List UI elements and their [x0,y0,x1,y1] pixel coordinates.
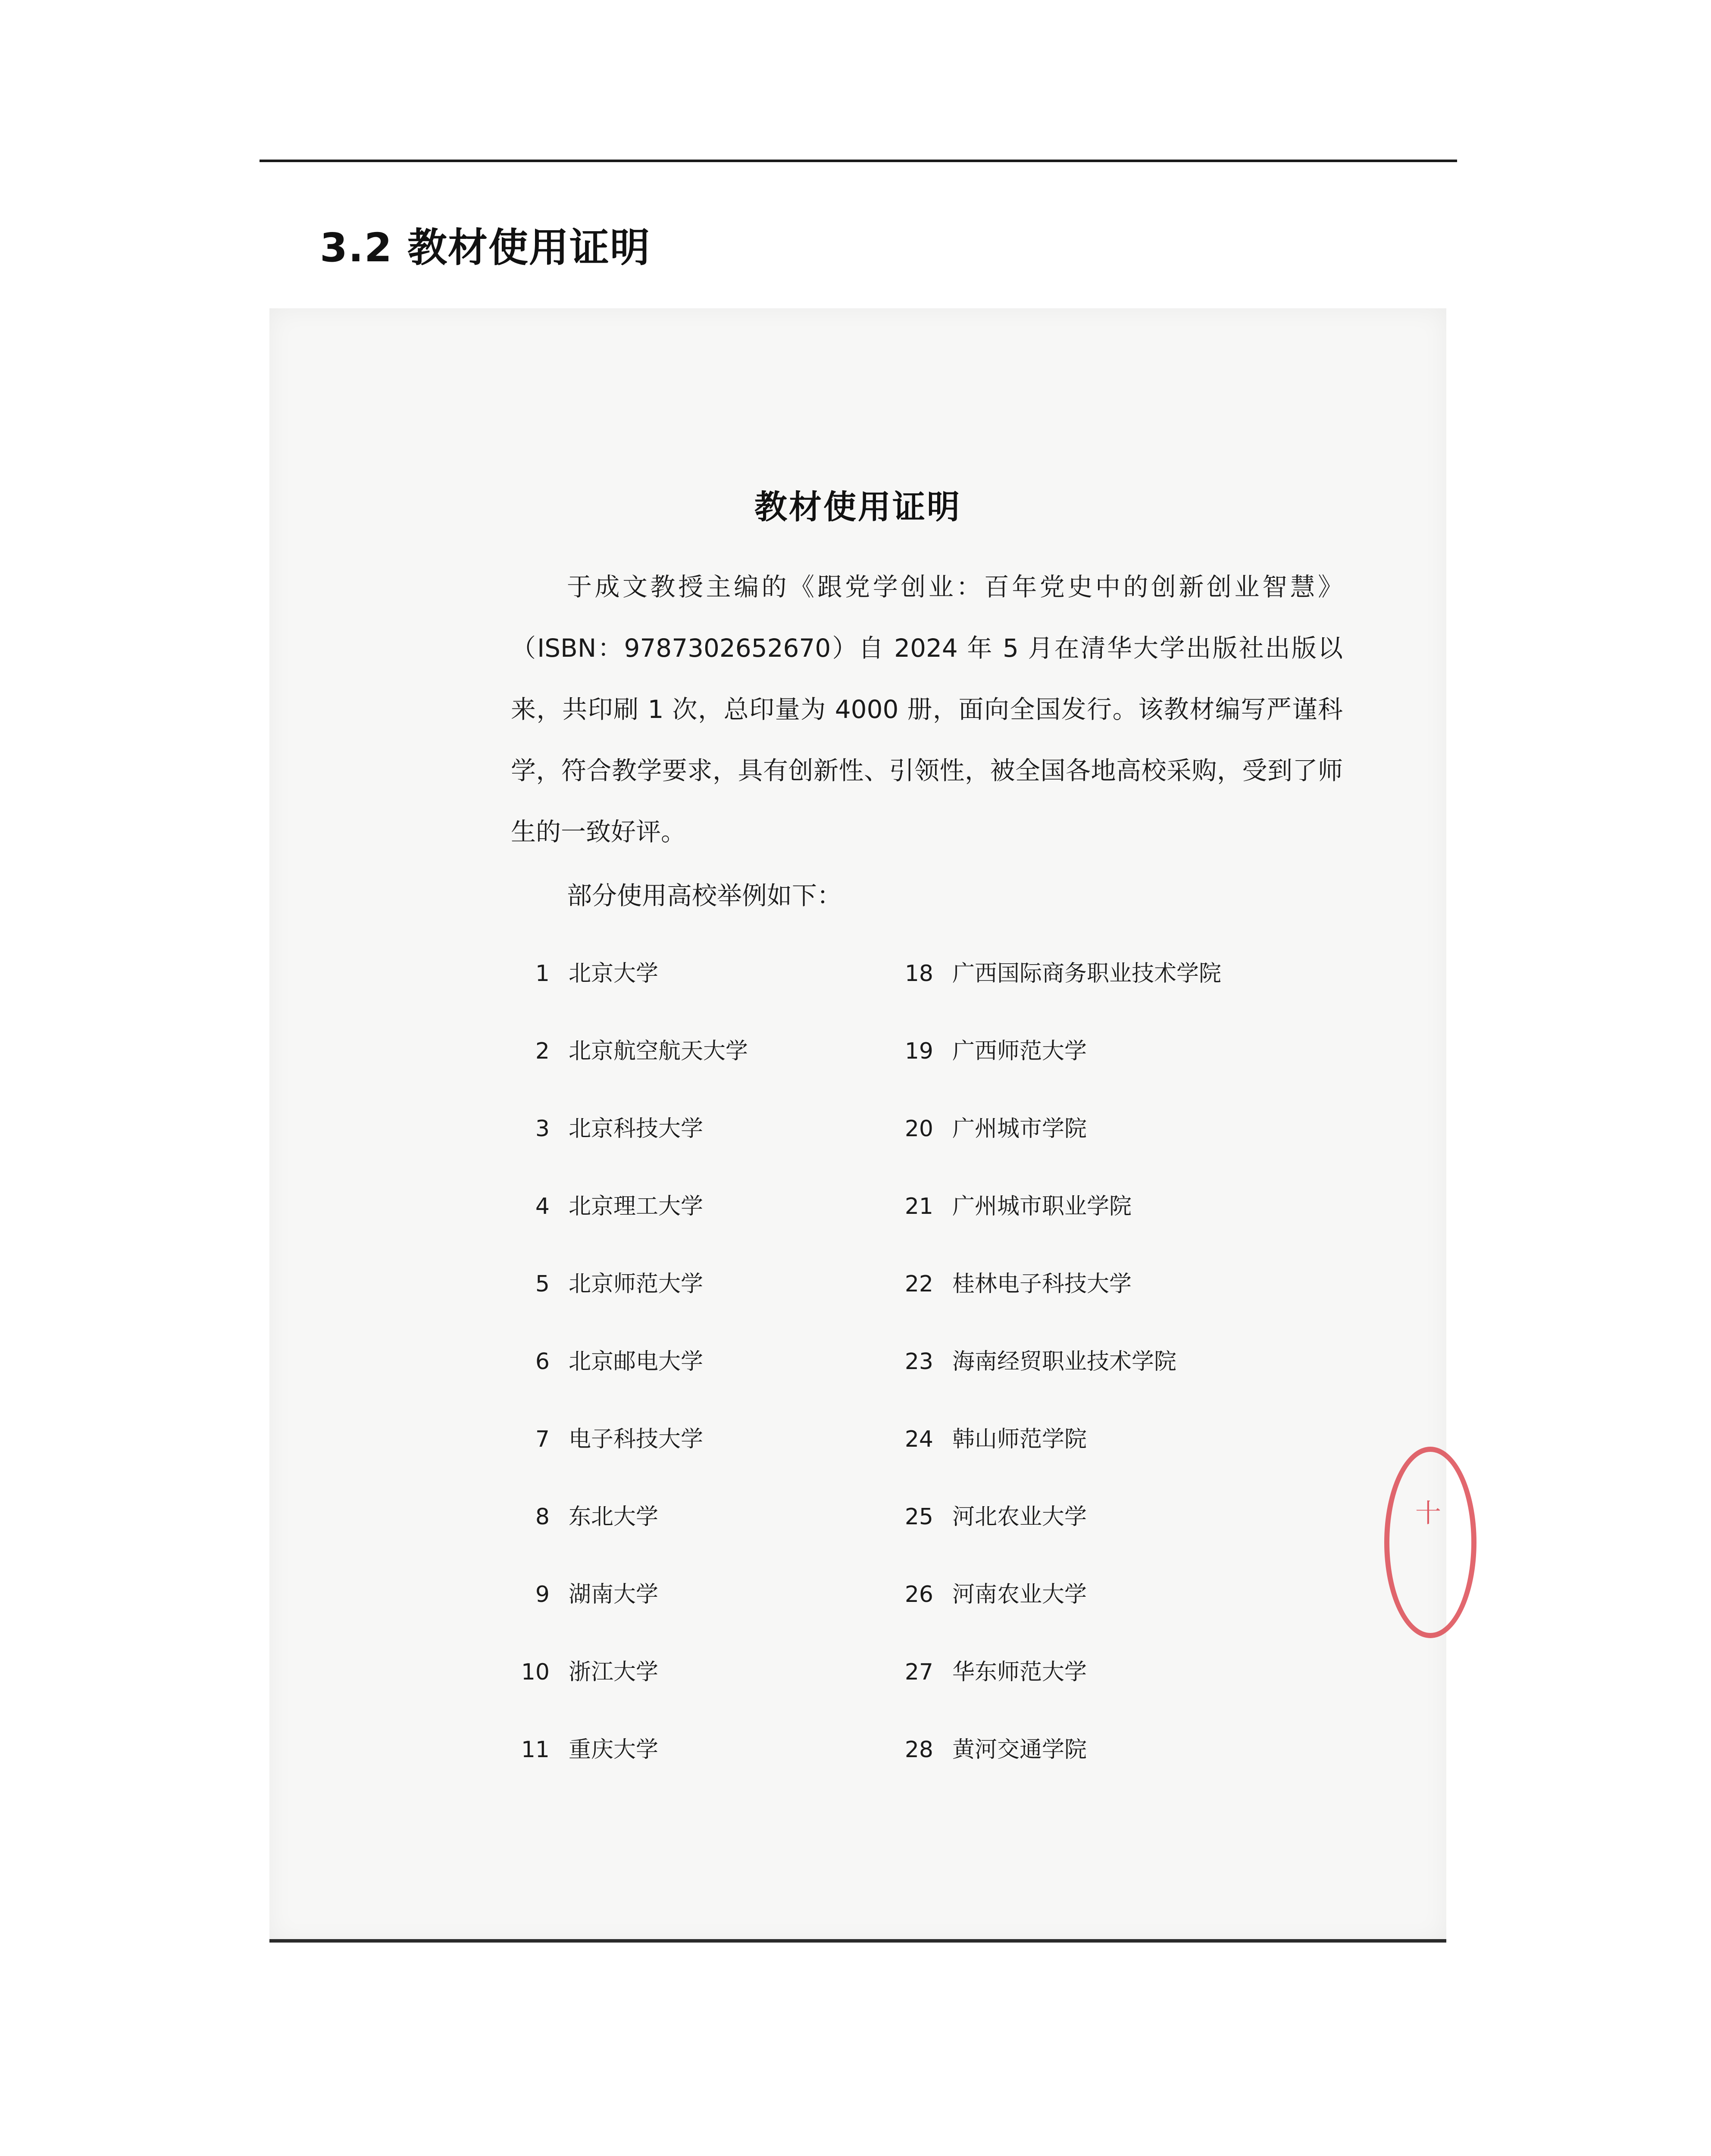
certificate-scan [269,308,1446,1943]
section-heading: 3.2 教材使用证明 [320,225,651,271]
university-number: 10 [521,1659,550,1685]
university-number: 4 [535,1194,550,1219]
university-name: 海南经贸职业技术学院 [952,1349,1177,1375]
university-name: 北京邮电大学 [569,1349,704,1375]
university-number: 2 [535,1038,550,1064]
university-number: 25 [904,1504,933,1530]
university-name: 北京科技大学 [569,1116,704,1142]
university-item [511,1033,748,1067]
university-name: 浙江大学 [569,1659,659,1685]
university-name: 广州城市职业学院 [952,1194,1132,1219]
official-seal-stamp [1384,1447,1476,1638]
university-item [511,1188,703,1222]
university-number: 21 [904,1194,933,1219]
university-item [895,1266,1132,1300]
university-name: 湖南大学 [569,1582,659,1608]
university-number: 3 [535,1116,550,1142]
university-item [511,1498,658,1533]
certificate-title: 教材使用证明 [754,488,961,526]
university-number: 1 [535,961,550,987]
university-name: 北京理工大学 [569,1194,704,1219]
university-item [511,1654,658,1688]
university-number: 28 [904,1737,933,1763]
university-list-intro: 部分使用高校举例如下： [567,881,842,910]
university-item [511,1266,703,1300]
university-number: 19 [904,1038,933,1064]
university-item [895,1188,1132,1222]
university-name: 河北农业大学 [952,1504,1087,1530]
university-item [895,1110,1087,1145]
university-item [895,1576,1087,1611]
university-item [895,1731,1087,1766]
university-item [895,1654,1087,1688]
university-item [895,1343,1176,1378]
university-name: 电子科技大学 [569,1426,704,1452]
university-name: 北京大学 [569,961,659,987]
university-list [269,955,1446,1763]
university-item [511,1731,658,1766]
university-number: 7 [535,1426,550,1452]
university-name: 广州城市学院 [952,1116,1087,1142]
university-number: 11 [521,1737,550,1763]
header-rule [260,160,1457,162]
university-number: 8 [535,1504,550,1530]
university-name: 东北大学 [569,1504,659,1530]
university-number: 5 [535,1271,550,1297]
university-item [511,1576,658,1611]
university-name: 广西国际商务职业技术学院 [952,961,1222,987]
university-number: 6 [535,1349,550,1375]
university-number: 26 [904,1582,933,1608]
university-number: 9 [535,1582,550,1608]
scan-bottom-rule [269,1939,1446,1943]
university-item [895,1033,1087,1067]
university-number: 24 [904,1426,933,1452]
university-number: 23 [904,1349,933,1375]
university-item [895,1498,1087,1533]
university-name: 桂林电子科技大学 [952,1271,1132,1297]
university-item [511,1110,703,1145]
university-name: 华东师范大学 [952,1659,1087,1685]
certificate-body: 于成文教授主编的《跟党学创业：百年党史中的创新创业智慧》（ISBN：9787302652670）自 2024 年 5 月在清华大学出版社出版以来，共印刷 1 次，总印量为 4000 册，面向全国发行。该教材编写严谨科学，符合教学要求，具有创新性、引领性，被全国各地高校采购，受到了师生的一致好评。 [511,572,1343,846]
university-item [511,955,658,990]
university-item [895,955,1221,990]
university-name: 重庆大学 [569,1737,659,1763]
university-item [511,1421,703,1455]
university-number: 18 [904,961,933,987]
university-name: 黄河交通学院 [952,1737,1087,1763]
university-number: 22 [904,1271,933,1297]
university-number: 20 [904,1116,933,1142]
university-name: 韩山师范学院 [952,1426,1087,1452]
university-item [895,1421,1087,1455]
university-name: 广西师范大学 [952,1038,1087,1064]
university-item [511,1343,703,1378]
university-number: 27 [904,1659,933,1685]
university-name: 北京航空航天大学 [569,1038,748,1064]
university-name: 河南农业大学 [952,1582,1087,1608]
university-name: 北京师范大学 [569,1271,704,1297]
official-seal-text: 十 [1415,1498,1441,1529]
